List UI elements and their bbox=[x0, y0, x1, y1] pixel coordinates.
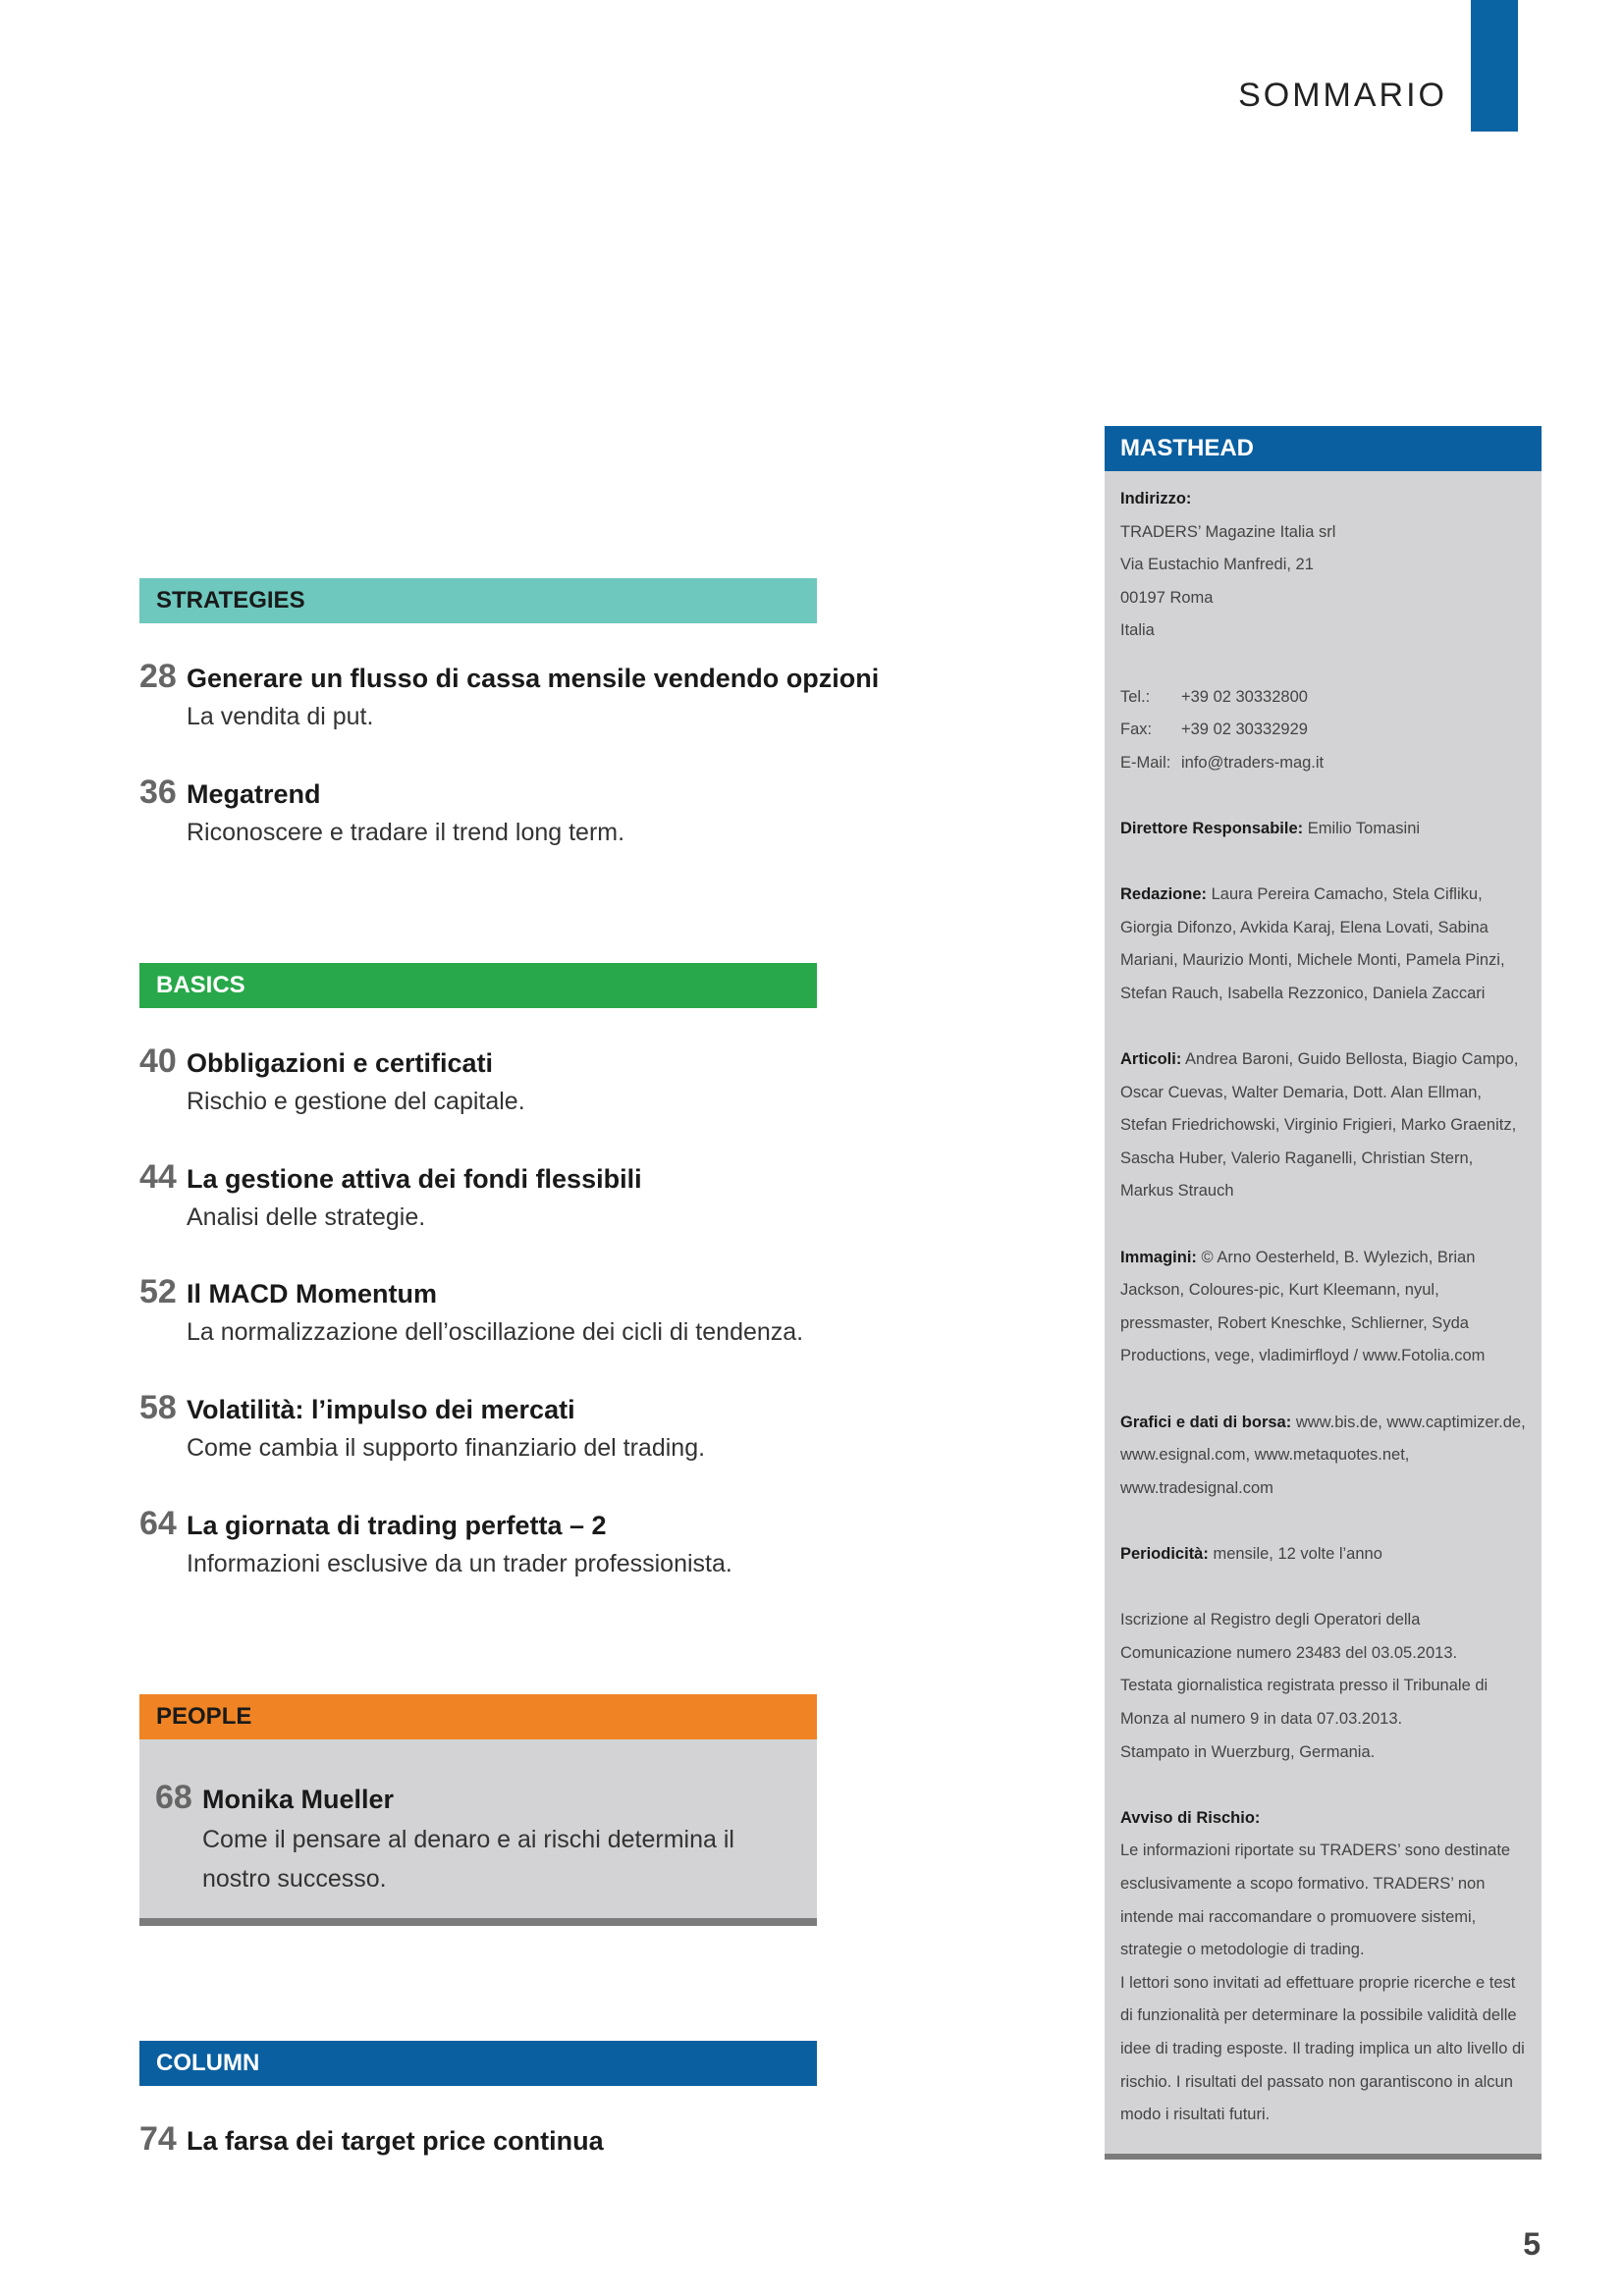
address-line: TRADERS’ Magazine Italia srl bbox=[1120, 522, 1336, 541]
page-number-ref: 40 bbox=[139, 1042, 177, 1080]
fax-row: Fax: +39 02 30332929 bbox=[1120, 721, 1308, 739]
articoli-row: Articoli: Andrea Baroni, Guido Bellosta, Biagio Campo, Oscar Cuevas, Walter Demaria, Dott. Alan Ellman, Stefan Friedrichowski, Virginio Frigieri, Marko Graenitz, Sascha Huber, Valerio Raganelli, Christian Stern, Markus Strauch bbox=[1120, 1050, 1519, 1201]
article-title: La giornata di trading perfetta – 2 bbox=[187, 1511, 607, 1540]
article-subtitle: Rischio e gestione del capitale. bbox=[187, 1088, 525, 1115]
redazione-row: Redazione: Laura Pereira Camacho, Stela Cifliku, Giorgia Difonzo, Avkida Karaj, Elena Lovati, Sabina Mariani, Maurizio Monti, Michele Monti, Pamela Pinzi, Stefan Rauch, Isabella Rezzonico, Daniela Zaccari bbox=[1120, 885, 1505, 1002]
page-number-ref: 36 bbox=[139, 774, 177, 811]
page-number-ref: 74 bbox=[139, 2120, 177, 2158]
tel-row: Tel.: +39 02 30332800 bbox=[1120, 687, 1308, 706]
periodicita-row: Periodicità: mensile, 12 volte l’anno bbox=[1120, 1545, 1382, 1563]
section-bar-people: PEOPLE bbox=[139, 1694, 817, 1739]
stampato-text: Stampato in Wuerzburg, Germania. bbox=[1120, 1742, 1376, 1761]
article-title: Volatilità: l’impulso dei mercati bbox=[187, 1395, 575, 1424]
masthead-panel bbox=[1105, 426, 1542, 2160]
article-subtitle: La vendita di put. bbox=[187, 703, 374, 730]
article-subtitle: Analisi delle strategie. bbox=[187, 1203, 426, 1231]
article-subtitle: Come cambia il supporto finanziario del trading. bbox=[187, 1434, 706, 1462]
article-title: Generare un flusso di cassa mensile vendendo opzioni bbox=[187, 664, 880, 693]
article-subtitle: Informazioni esclusive da un trader professionista. bbox=[187, 1550, 732, 1577]
page-number-ref: 44 bbox=[139, 1158, 177, 1196]
avviso-text: I lettori sono invitati ad effettuare proprie ricerche e test di funzionalità per determinare la possibile validità delle idee di trading esposte. Il trading implica un alto livello di rischio. I risultati del passato non garantiscono in alcun modo i risultati futuri. bbox=[1120, 1973, 1525, 2124]
avviso-label: Avviso di Rischio: bbox=[1120, 1808, 1261, 1827]
grafici-row: Grafici e dati di borsa: www.bis.de, www.captimizer.de, www.esignal.com, www.metaquotes.net, www.tradesignal.com bbox=[1120, 1413, 1526, 1497]
address-line: Italia bbox=[1120, 621, 1155, 640]
article-title: Il MACD Momentum bbox=[187, 1279, 437, 1308]
page-number-ref: 58 bbox=[139, 1389, 177, 1426]
address-line: Via Eustachio Manfredi, 21 bbox=[1120, 556, 1314, 574]
masthead-title: MASTHEAD bbox=[1105, 426, 1542, 471]
page-number-ref: 52 bbox=[139, 1273, 177, 1310]
people-feature-box[interactable] bbox=[139, 1739, 817, 1926]
avviso-text: Le informazioni riportate su TRADERS’ sono destinate esclusivamente a scopo formativo. TRADERS’ non intende mai raccomandare o promuovere sistemi, strategie o metodologie di trading. bbox=[1120, 1842, 1511, 1959]
section-bar-strategies: STRATEGIES bbox=[139, 578, 817, 623]
director-row: Direttore Responsabile: Emilio Tomasini bbox=[1120, 819, 1421, 837]
registro-text: Iscrizione al Registro degli Operatori della Comunicazione numero 23483 del 03.05.2013. bbox=[1120, 1611, 1458, 1662]
section-bar-basics: BASICS bbox=[139, 963, 817, 1008]
article-title: La farsa dei target price continua bbox=[187, 2126, 604, 2156]
immagini-row: Immagini: © Arno Oesterheld, B. Wylezich, Brian Jackson, Coloures-pic, Kurt Kleemann, nyul, pressmaster, Robert Kneschke, Schlierner, Syda Productions, vege, vladimirfloyd / www.Fotolia.com bbox=[1120, 1248, 1486, 1365]
article-title: Obbligazioni e certificati bbox=[187, 1048, 494, 1078]
page-number-ref: 68 bbox=[155, 1779, 192, 1816]
header-color-tab bbox=[1471, 0, 1518, 132]
article-subtitle: La normalizzazione dell’oscillazione dei cicli di tendenza. bbox=[187, 1318, 804, 1346]
page-number-ref: 64 bbox=[139, 1505, 177, 1542]
email-row: E-Mail: info@traders-mag.it bbox=[1120, 753, 1325, 772]
article-title: Megatrend bbox=[187, 779, 321, 809]
section-bar-column: COLUMN bbox=[139, 2041, 817, 2086]
address-label: Indirizzo: bbox=[1120, 490, 1192, 507]
article-title: La gestione attiva dei fondi flessibili bbox=[187, 1164, 642, 1194]
page-number-ref: 28 bbox=[139, 658, 177, 695]
email-link[interactable]: info@traders-mag.it bbox=[1181, 753, 1325, 772]
section-header-title: SOMMARIO bbox=[1238, 77, 1447, 114]
article-title: Monika Mueller bbox=[202, 1785, 395, 1814]
address-line: 00197 Roma bbox=[1120, 588, 1214, 607]
testata-text: Testata giornalistica registrata presso il Tribunale di Monza al numero 9 in data 07.03.2013. bbox=[1120, 1677, 1489, 1728]
article-subtitle: Come il pensare al denaro e ai rischi determina il nostro successo. bbox=[202, 1826, 734, 1893]
article-subtitle: Riconoscere e tradare il trend long term. bbox=[187, 819, 625, 846]
page-number: 5 bbox=[1523, 2226, 1541, 2262]
